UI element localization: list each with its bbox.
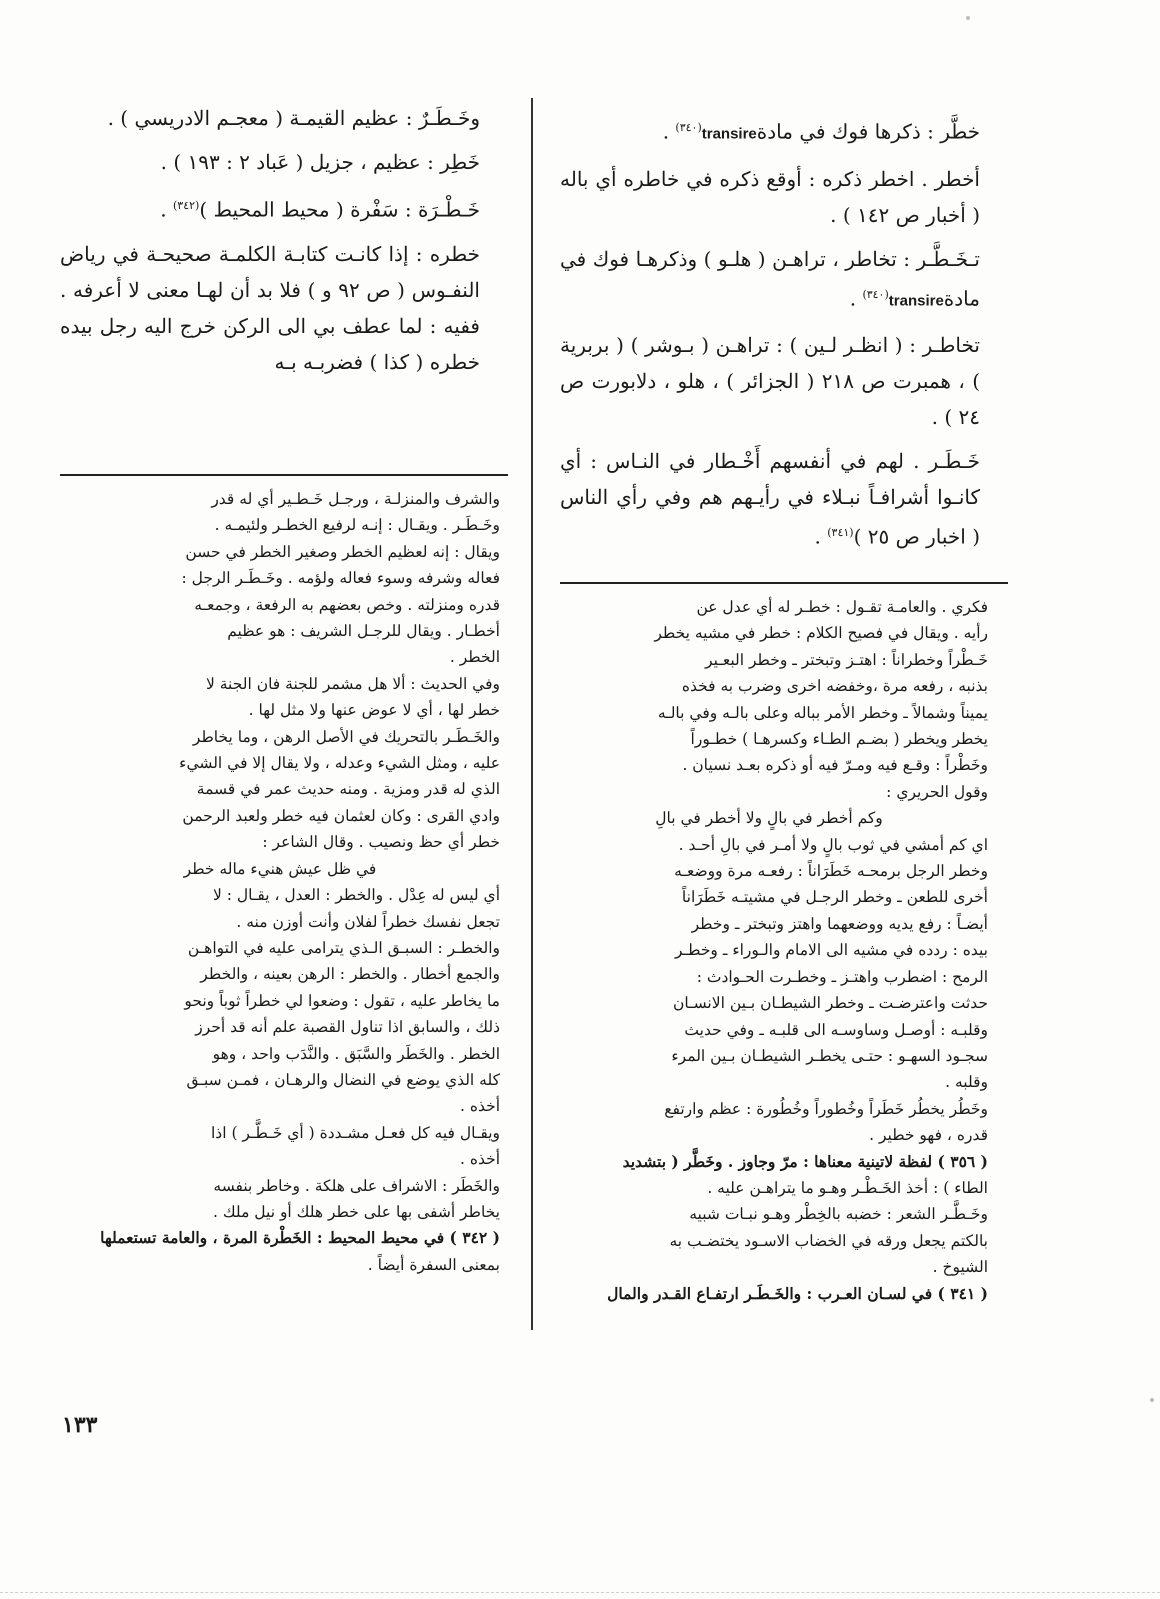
footnote-line: والخَـطَـر بالتحريك في الأصل الرهن ، وما يخاطر (192, 727, 500, 746)
footnote-line: عليه ، ومثل الشيء وعدله ، ولا يقال إلا في الشيء (179, 754, 500, 773)
footnote-line: خطر أي حظ ونصيب . وقال الشاعر : (262, 833, 500, 852)
footnote-line: وقلبـه : أوصـل وساوسـه الى قلبـه ـ وفي حديث (684, 1020, 988, 1039)
footnote-line: الطاء ) : أخذ الخَـطْـر وهـو ما يتراهـن عليه . (707, 1178, 988, 1197)
footnote-line: وفي الحديث : ألا هل مشمر للجنة فان الجنة لا (205, 674, 500, 693)
footnotes-left (60, 486, 500, 1278)
footnote-line: الخطر . (449, 648, 500, 667)
footnote-line: سجـود السهـو : حتـى يخطـر الشيطـان بـين المرء (671, 1046, 988, 1065)
footnotes-right (550, 594, 988, 1307)
footnote-line: أيضـاً : رفع يديه ووضعهما واهتز وتبختر ـ وخطر (691, 914, 988, 933)
footnote-line: أخطـار . ويقال للرجـل الشريف : هو عظيم (227, 622, 500, 641)
entry-tail: . (849, 286, 863, 311)
footnote-line: وقلبه . (945, 1073, 988, 1092)
footnote-line: ذلك ، والسابق اذا تناول القصبة علم أنه قد أحرز (195, 1018, 500, 1037)
footnote-line: وادي القرى : وكان لعثمان فيه خطر ولعبد الرحمن (182, 806, 500, 825)
right-column-entries (560, 110, 980, 563)
entry-text: خَـطَـر . لهم في أنفسهم أَخْـطار في النـاس : أي كانـوا أشرافـاً نبـلاء في رأيـهم هم وفي رأي الناس ( اخبار ص ٢٥ ) (560, 449, 980, 549)
footnote-line: والخَطَر : الاشراف على هلكة . وخاطر بنفسه (213, 1176, 500, 1195)
footnote-line: فعاله وشرفه وسوء فعاله ولؤمه . وخَـطَـر الرجل : (181, 569, 500, 588)
footnote-line: حدثت واعترضـت ـ وخطر الشيطـان بـين الانسـان (672, 994, 988, 1013)
footnote-line: وخَـطَـر . ويقـال : إنـه لرفيع الخطـر ولئيمـه . (214, 516, 500, 535)
footnote-separator-right (560, 582, 1008, 584)
entry-text: وخَـطَـرٌ : عظيم القيمـة ( معجـم الادريسي ) . (107, 106, 480, 130)
footnote-ref: (٣٤٠) (675, 121, 702, 134)
footnote-separator-left (60, 474, 508, 476)
footnote-line: فكري . والعامـة تقـول : خطـر له أي عدل عن (696, 598, 988, 616)
entry-text: تخاطـر : ( انظـر لـين ) : تراهـن ( بـوشر ) ( بربرية ) ، همبرت ص ٢١٨ ( الجزائر ) ، هلو ، دلابورت ص ٢٤ ) . (560, 333, 980, 430)
entry-khatar (560, 443, 980, 555)
scan-speck (1150, 1398, 1154, 1402)
footnote-line: أخرى للطعن ـ وخطر الرجـل في مشيتـه خَطَرَاناً (681, 888, 988, 907)
footnote-line: والشرف والمنزلـة ، ورجـل خَـطـير أي له قدر (211, 490, 500, 508)
footnote-line: بذنبه ، رفعه مرة ،وخفضه اخرى وضرب به فخذه (681, 677, 988, 696)
scan-edge (0, 1592, 1160, 1593)
footnote-line: وقول الحريري : (886, 782, 988, 801)
footnote-line: ما يخاطر عليه ، تقول : وضعوا لي خطراً ثوباً ونحو (184, 991, 500, 1010)
entry-text: خَطِر : عظيم ، جزيل ( عَباد ٢ : ١٩٣ ) . (160, 150, 480, 174)
left-column-entries (60, 100, 480, 388)
footnote-line: بيده : ردده في مشيه الى الامام والـوراء ـ وخطـر (675, 941, 988, 960)
entry-tail: . (662, 119, 676, 144)
footnote-line: بالكتم يجعل ورقه في الخضاب الاسـود يختضـب به (669, 1231, 988, 1250)
entry-khattar (560, 110, 980, 153)
footnote-line: أخذه . (460, 1097, 500, 1116)
entry-text: أخطر . اخطر ذكره : أوقع ذكره في خاطره أي باله ( أخبار ص ١٤٢ ) . (560, 166, 980, 227)
footnote-ref: (٣٤١) (827, 526, 854, 540)
footnote-line: يميناً وشمالاً ـ وخطر الأمر بباله وعلى بالـه وفي بالـه (657, 703, 988, 722)
footnote-start: ( ٣٤٢ ) في محيط المحيط : الخَطْرة المرة ، والعامة تستعملها (100, 1228, 500, 1248)
footnote-verse: في ظل عيش هنيء ماله خطر (183, 859, 377, 878)
footnote-line: الخطر . والخَطَر والسَّبَق . والنَّدَب واحد ، وهو (212, 1044, 500, 1063)
footnote-line: بمعنى السفرة أيضاً . (367, 1255, 500, 1274)
footnote-line: يخطر ويخطر ( بضـم الطـاء وكسرهـا ) خطـوراً (690, 730, 988, 749)
entry-wakhatar (60, 100, 480, 136)
entry-khatra (60, 188, 480, 228)
footnote-line: وخطر الرجل برمحـه خَطَرَاناً : رفعـه مرة ووضعـه (674, 862, 988, 881)
footnote-line: رأيه . ويقال في فصيح الكلام : خطر في مشيه يخطر (654, 624, 988, 643)
latin-term: transire (888, 292, 944, 310)
footnote-line: وخَطُر يخطُر خَطَراً وخُطوراً وخُطُورة : عظم وارتفع (664, 1099, 988, 1118)
footnote-line: قدره ، فهو خطير . (869, 1126, 988, 1145)
footnote-start: ( ٣٤١ ) في لسـان العـرب : والخَـطَـر ارتفـاع القـدر والمال (607, 1283, 988, 1303)
footnote-ref: (٣٤٢) (173, 199, 200, 212)
page-number: ١٣٣ (62, 1412, 98, 1438)
footnote-line: والخطـر : السبـق الـذي يترامى عليه في التواهـن (187, 938, 500, 957)
footnote-line: اي كم أمشي في ثوب بالٍ ولا أمـر في بالِ أحـد . (678, 835, 988, 854)
footnote-line: وخَطْراً : وقـع فيه ومـرّ فيه أو ذكره بعـد نسيان . (682, 756, 988, 775)
entry-khatrah (60, 236, 480, 380)
footnote-line: يخاطر أشفى بها على خطر هلك أو نيل ملك . (213, 1202, 500, 1221)
footnote-line: وخَـطَّـر الشعر : خضبه بالخِطْر وهـو نبـات شبيه (689, 1205, 988, 1224)
footnote-verse: وكم أخطر في بالٍ ولا أخطر في بالِ (655, 809, 883, 828)
entry-text: خَـطْـرَة : سَفْرة ( محيط المحيط ) (199, 197, 480, 222)
entry-text: خطره : إذا كانـت كتابـة الكلمـة صحيحـة في رياض النفـوس ( ص ٩٢ و ) فلا بد أن لهـا معنى لا أعرفه . ففيه : لما عطف بي الى الركن خرج اليه رجل بيده خطره ( كذا ) فضربـه بـه (60, 241, 480, 374)
footnote-start: ( ٣٥٦ ) لفظة لاتينية معناها : مرّ وجاوز . وخَطَّر ( بتشديد (622, 1151, 988, 1171)
footnote-line: الرمح : اضطرب واهتـز ـ وخطـرت الحـوادث : (696, 967, 988, 986)
footnote-line: ويقال : إنه لعظيم الخطر وصغير الخطر في حسن (185, 542, 500, 561)
footnote-ref: (٣٤٠) (862, 287, 889, 301)
entry-tail: . (160, 197, 173, 222)
entry-khatir (60, 144, 480, 180)
entry-text: تـخَـطَّـر : تخاطر ، تراهـن ( هلـو ) وذكرهـا فوك في مادة (560, 246, 980, 311)
footnote-line: كله الذي يوضع في النضال والرهـان ، فمـن سبـق (186, 1070, 500, 1089)
entry-takhattar (560, 241, 980, 320)
footnote-line: خطر لها ، أي لا عوض عنها ولا مثل لها . (248, 701, 500, 720)
entry-text: خطَّر : ذكرها فوك في مادة (756, 119, 980, 144)
entry-takhatar (560, 327, 980, 435)
column-divider (531, 98, 533, 1330)
entry-tail: . (814, 524, 828, 549)
footnote-line: خَـطْراً وخطراناً : اهتـز وتبختر ـ وخطر البعـير (705, 650, 988, 669)
latin-term: transire (701, 125, 757, 143)
footnote-line: والجمع أخطار . والخطر : الرهن بعينه ، والخطر (200, 965, 500, 984)
footnote-line: الذي له قدر ومزية . ومنه حديث عمر في قسمة (196, 780, 500, 799)
scan-speck (966, 16, 970, 20)
footnote-line: أخذه . (460, 1150, 500, 1169)
footnote-line: تجعل نفسك خطراً لفلان وأنت أوزن منه . (236, 912, 500, 931)
footnote-line: ويقـال فيه كل فعـل مشـددة ( أي خَـطَّـر ) اذا (211, 1123, 500, 1142)
footnote-line: أي ليس له عِدْل . والخطر : العدل ، يقـال : لا (212, 886, 500, 905)
footnote-line: الشيوخ . (932, 1258, 988, 1277)
entry-akhtar (560, 161, 980, 233)
footnote-line: قدره ومنزلته . وخص بعضهم به الرفعة ، وجمعـه (194, 595, 500, 614)
